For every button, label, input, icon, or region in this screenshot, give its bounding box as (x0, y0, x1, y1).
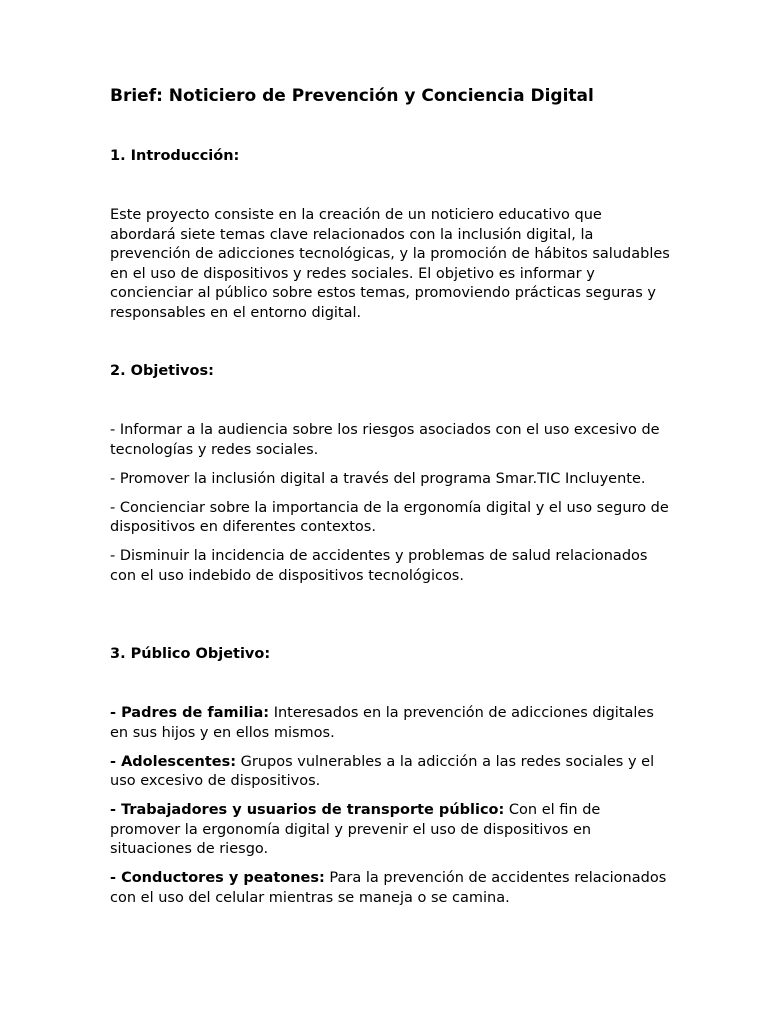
publico-item-text: Con el fin de promover la ergonomía digital y prevenir el uso de dispositivos en situaciones de riesgo. (110, 802, 601, 857)
publico-item-text: Para la prevención de accidentes relacionados con el uso del celular mientras se maneja o se camina. (110, 870, 667, 906)
section-heading-objetivos: 2. Objetivos: (110, 363, 214, 379)
objetivos-list (110, 421, 670, 596)
publico-item (110, 704, 670, 743)
objetivo-item: - Concienciar sobre la importancia de la ergonomía digital y el uso seguro de dispositivos en diferentes contextos. (110, 499, 669, 535)
publico-item-lead: - Trabajadores y usuarios de transporte público: (110, 802, 505, 818)
publico-list (110, 704, 670, 918)
publico-item-lead: - Conductores y peatones: (110, 870, 325, 886)
publico-item-text: Interesados en la prevención de adicciones digitales en sus hijos y en ellos mismos. (110, 705, 654, 741)
document-title: Brief: Noticiero de Prevención y Conciencia Digital (110, 86, 594, 106)
introduccion-paragraph: Este proyecto consiste en la creación de un noticiero educativo que abordará siete temas clave relacionados con la inclusión digital, la prevención de adicciones tecnológicas, y la promoción de hábitos saludables en el uso de dispositivos y redes sociales. El objetivo es informar y concienciar al público sobre estos temas, promoviendo prácticas seguras y responsables en el entorno digital. (110, 207, 670, 321)
publico-item-lead: - Adolescentes: (110, 753, 237, 770)
objetivo-item: - Disminuir la incidencia de accidentes y problemas de salud relacionados con el uso indebido de dispositivos tecnológicos. (110, 548, 648, 584)
objetivo-item: - Promover la inclusión digital a través del programa Smar.TIC Incluyente. (110, 470, 646, 487)
publico-item-text: Grupos vulnerables a la adicción a las redes sociales y el uso excesivo de dispositivos. (110, 753, 655, 789)
publico-item-lead: - Padres de familia: (110, 705, 270, 721)
publico-item (110, 753, 670, 792)
introduccion-body (110, 206, 670, 323)
section-heading-introduccion: 1. Introducción: (110, 148, 240, 164)
section-heading-publico: 3. Público Objetivo: (110, 646, 271, 662)
publico-item (110, 869, 670, 908)
publico-item (110, 801, 670, 860)
objetivo-item: - Informar a la audiencia sobre los riesgos asociados con el uso excesivo de tecnologías y redes sociales. (110, 422, 660, 458)
